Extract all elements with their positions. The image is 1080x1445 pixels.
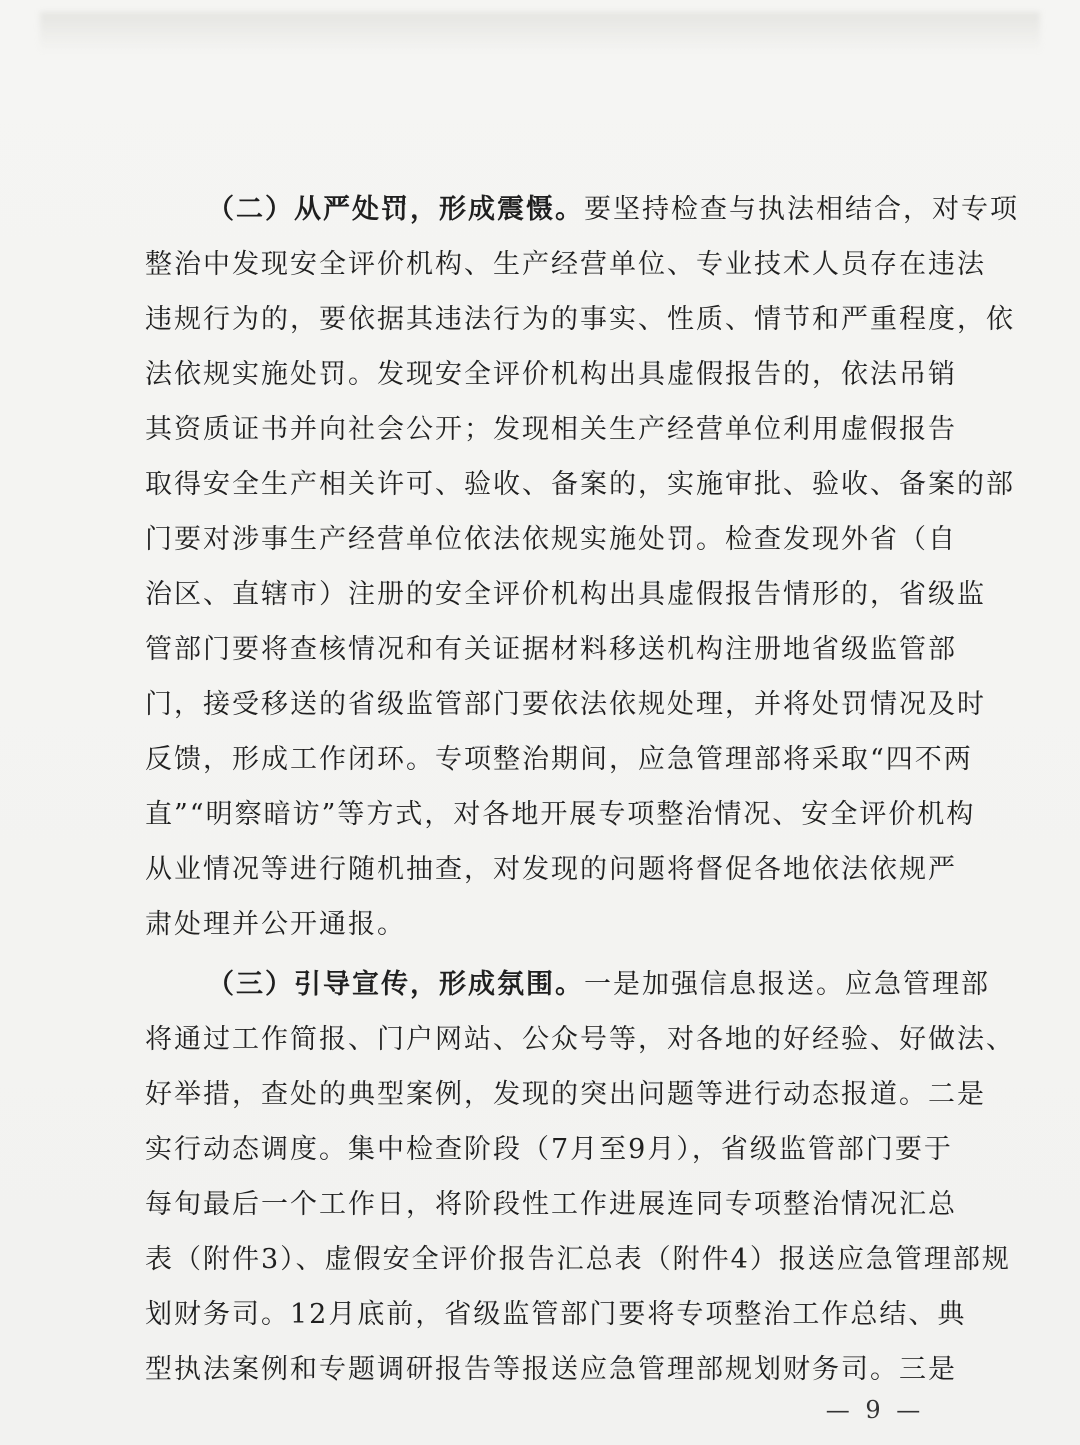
paragraph-3-line-1 (145, 957, 990, 1012)
paragraph-line: 反馈，形成工作闭环。专项整治期间，应急管理部将采取“四不两 (145, 744, 973, 775)
paragraph-line: 划财务司。12月底前，省级监管部门要将专项整治工作总结、典 (145, 1299, 967, 1330)
paragraph-line: 型执法案例和专题调研报告等报送应急管理部规划财务司。三是 (145, 1354, 957, 1385)
paragraph-line-last: 肃处理并公开通报。 (145, 909, 406, 940)
paragraph-line: 法依规实施处罚。发现安全评价机构出具虚假报告的，依法吊销 (145, 359, 957, 390)
paragraph-line: 实行动态调度。集中检查阶段（7月至9月），省级监管部门要于 (145, 1134, 953, 1165)
page-number: — 9 — (825, 1396, 925, 1424)
section-heading-3: （三）引导宣传，形成氛围。 (207, 969, 584, 1000)
paragraph-line: 直”“明察暗访”等方式，对各地开展专项整治情况、安全评价机构 (145, 799, 976, 830)
paragraph-2-line-1 (145, 182, 1019, 237)
paragraph-line: 每旬最后一个工作日，将阶段性工作进展连同专项整治情况汇总 (145, 1189, 957, 1220)
paragraph-line: 管部门要将查核情况和有关证据材料移送机构注册地省级监管部 (145, 634, 957, 665)
paragraph-line: 违规行为的，要依据其违法行为的事实、性质、情节和严重程度，依 (145, 304, 1015, 335)
paragraph-line: 好举措，查处的典型案例，发现的突出问题等进行动态报道。二是 (145, 1079, 986, 1110)
paragraph-line: 门，接受移送的省级监管部门要依法依规处理，并将处罚情况及时 (145, 689, 986, 720)
paragraph-line: 将通过工作简报、门户网站、公众号等，对各地的好经验、好做法、 (145, 1024, 1015, 1055)
document-body (145, 182, 1019, 1397)
paragraph-line: 门要对涉事生产经营单位依法依规实施处罚。检查发现外省（自 (145, 524, 957, 555)
paragraph-line: 取得安全生产相关许可、验收、备案的，实施审批、验收、备案的部 (145, 469, 1015, 500)
paragraph-text: 一是加强信息报送。应急管理部 (584, 969, 990, 1000)
paragraph-line: 其资质证书并向社会公开；发现相关生产经营单位利用虚假报告 (145, 414, 957, 445)
section-heading-2: （二）从严处罚，形成震慑。 (207, 194, 584, 225)
paragraph-line: 从业情况等进行随机抽查，对发现的问题将督促各地依法依规严 (145, 854, 957, 885)
paragraph-line: 整治中发现安全评价机构、生产经营单位、专业技术人员存在违法 (145, 249, 986, 280)
paragraph-text: 要坚持检查与执法相结合，对专项 (584, 194, 1019, 225)
paragraph-line: 表（附件3）、虚假安全评价报告汇总表（附件4）报送应急管理部规 (145, 1244, 1011, 1275)
scan-shadow (40, 12, 1040, 52)
paragraph-line: 治区、直辖市）注册的安全评价机构出具虚假报告情形的，省级监 (145, 579, 986, 610)
